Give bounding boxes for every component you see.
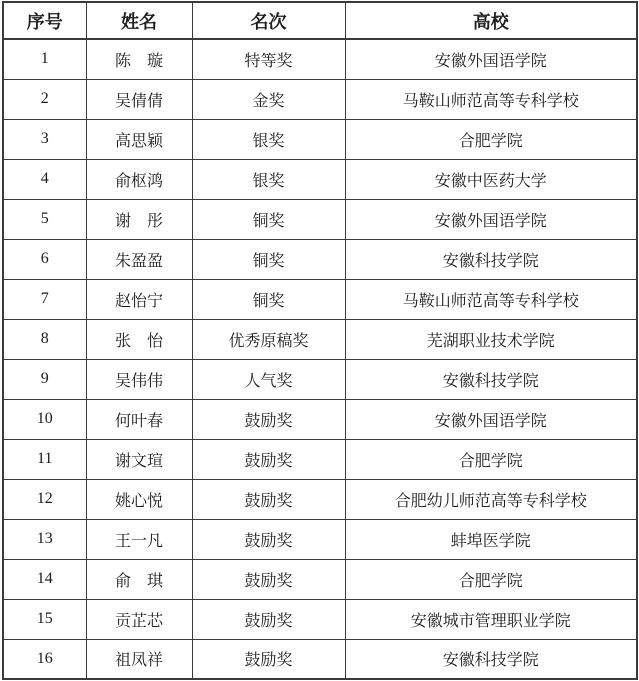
university-cell: 马鞍山师范高等专科学校 xyxy=(345,79,637,119)
rank-cell: 铜奖 xyxy=(192,239,345,279)
serial-number-cell: 12 xyxy=(3,479,86,519)
serial-number-cell: 16 xyxy=(3,639,86,679)
university-cell: 芜湖职业技术学院 xyxy=(345,319,637,359)
rank-cell: 人气奖 xyxy=(192,359,345,399)
column-header-serial-number: 序号 xyxy=(3,2,86,39)
rank-cell: 鼓励奖 xyxy=(192,519,345,559)
name-cell: 朱盈盈 xyxy=(86,239,192,279)
serial-number-cell: 14 xyxy=(3,559,86,599)
rank-cell: 优秀原稿奖 xyxy=(192,319,345,359)
university-cell: 合肥学院 xyxy=(345,559,637,599)
table-row xyxy=(3,559,637,599)
university-cell: 安徽科技学院 xyxy=(345,639,637,679)
name-cell: 张 怡 xyxy=(86,319,192,359)
rank-cell: 鼓励奖 xyxy=(192,399,345,439)
rank-cell: 鼓励奖 xyxy=(192,559,345,599)
column-header-name: 姓名 xyxy=(86,2,192,39)
name-cell: 吴倩倩 xyxy=(86,79,192,119)
table-row xyxy=(3,399,637,439)
table-row xyxy=(3,279,637,319)
name-cell: 王一凡 xyxy=(86,519,192,559)
university-cell: 马鞍山师范高等专科学校 xyxy=(345,279,637,319)
serial-number-cell: 8 xyxy=(3,319,86,359)
university-cell: 安徽城市管理职业学院 xyxy=(345,599,637,639)
column-header-rank: 名次 xyxy=(192,2,345,39)
rank-cell: 银奖 xyxy=(192,159,345,199)
serial-number-cell: 15 xyxy=(3,599,86,639)
university-cell: 蚌埠医学院 xyxy=(345,519,637,559)
university-cell: 安徽外国语学院 xyxy=(345,39,637,79)
serial-number-cell: 3 xyxy=(3,119,86,159)
serial-number-cell: 10 xyxy=(3,399,86,439)
name-cell: 何叶春 xyxy=(86,399,192,439)
name-cell: 高思颖 xyxy=(86,119,192,159)
name-cell: 赵怡宁 xyxy=(86,279,192,319)
table-row xyxy=(3,439,637,479)
name-cell: 姚心悦 xyxy=(86,479,192,519)
university-cell: 安徽科技学院 xyxy=(345,359,637,399)
name-cell: 吴伟伟 xyxy=(86,359,192,399)
university-cell: 合肥学院 xyxy=(345,439,637,479)
name-cell: 祖凤祥 xyxy=(86,639,192,679)
serial-number-cell: 7 xyxy=(3,279,86,319)
serial-number-cell: 6 xyxy=(3,239,86,279)
name-cell: 陈 璇 xyxy=(86,39,192,79)
university-cell: 合肥幼儿师范高等专科学校 xyxy=(345,479,637,519)
column-header-university: 高校 xyxy=(345,2,637,39)
rank-cell: 银奖 xyxy=(192,119,345,159)
table-row xyxy=(3,319,637,359)
name-cell: 谢文瑄 xyxy=(86,439,192,479)
table-row xyxy=(3,599,637,639)
rank-cell: 鼓励奖 xyxy=(192,599,345,639)
serial-number-cell: 1 xyxy=(3,39,86,79)
table-row xyxy=(3,359,637,399)
table-row xyxy=(3,39,637,79)
header-row xyxy=(3,2,637,39)
table-row xyxy=(3,199,637,239)
table-row xyxy=(3,639,637,679)
table-row xyxy=(3,79,637,119)
rank-cell: 特等奖 xyxy=(192,39,345,79)
serial-number-cell: 5 xyxy=(3,199,86,239)
serial-number-cell: 11 xyxy=(3,439,86,479)
university-cell: 安徽中医药大学 xyxy=(345,159,637,199)
rank-cell: 铜奖 xyxy=(192,279,345,319)
name-cell: 谢 彤 xyxy=(86,199,192,239)
serial-number-cell: 13 xyxy=(3,519,86,559)
rank-cell: 鼓励奖 xyxy=(192,439,345,479)
rank-cell: 鼓励奖 xyxy=(192,479,345,519)
university-cell: 安徽科技学院 xyxy=(345,239,637,279)
serial-number-cell: 2 xyxy=(3,79,86,119)
serial-number-cell: 9 xyxy=(3,359,86,399)
university-cell: 安徽外国语学院 xyxy=(345,399,637,439)
table-row xyxy=(3,479,637,519)
university-cell: 合肥学院 xyxy=(345,119,637,159)
rank-cell: 鼓励奖 xyxy=(192,639,345,679)
table-row xyxy=(3,119,637,159)
rank-cell: 金奖 xyxy=(192,79,345,119)
name-cell: 俞 琪 xyxy=(86,559,192,599)
rank-cell: 铜奖 xyxy=(192,199,345,239)
university-cell: 安徽外国语学院 xyxy=(345,199,637,239)
table-row xyxy=(3,159,637,199)
table-row xyxy=(3,519,637,559)
serial-number-cell: 4 xyxy=(3,159,86,199)
name-cell: 俞枢鸿 xyxy=(86,159,192,199)
table-body xyxy=(3,39,637,679)
name-cell: 贡芷芯 xyxy=(86,599,192,639)
table-row xyxy=(3,239,637,279)
award-winners-table xyxy=(2,1,638,680)
